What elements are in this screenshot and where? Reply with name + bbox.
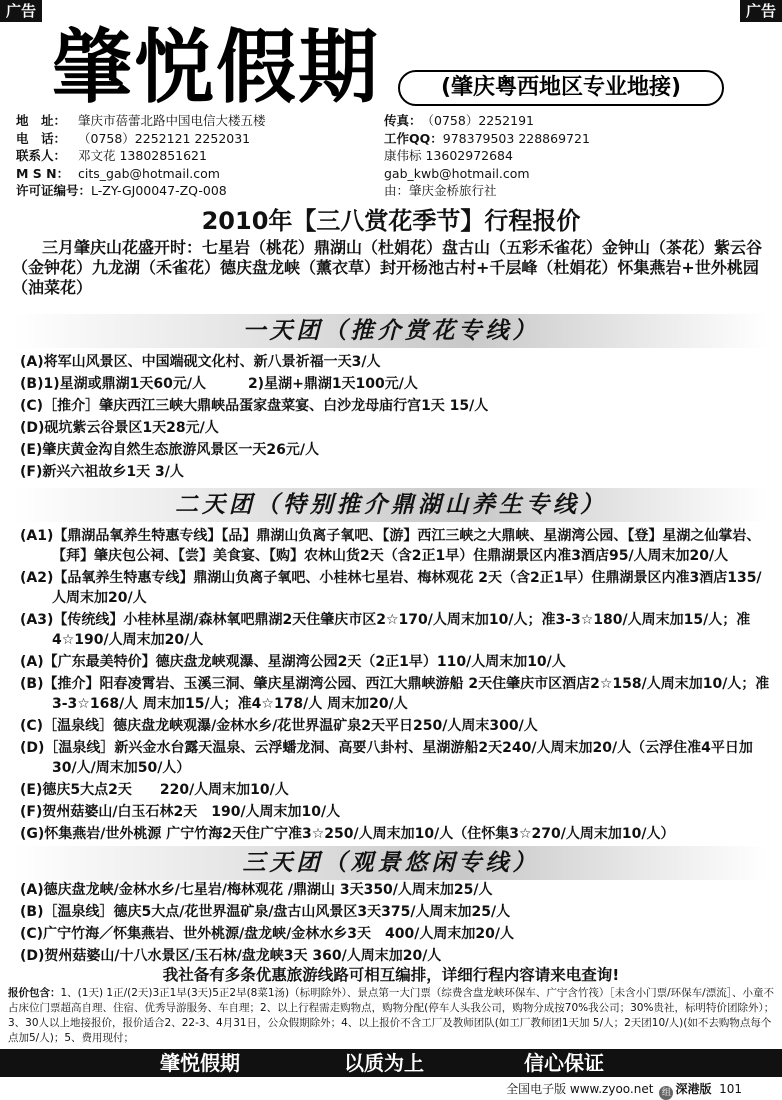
footer-page-number: 101 [719,1082,742,1096]
address-value: 肇庆市蓓蕾北路中国电信大楼五楼 [78,113,266,128]
two-day-list [20,526,772,846]
contact-row [384,147,590,165]
contact-label: 地 址： [16,113,67,128]
fees-text: 1、(1天) 1正/(2天)3正1早(3天)5正2早(8菜1汤)（标明除外）、景点第一大门票（综费含盘龙峡环保车、广宁含竹筏）［未含小门票/环保车/漂流］、小童不占床位门票超高自理、住宿、优秀导游服务、车自理；2、以上行程需走购物点，购物分配(停车人头我公司，购物分成按70%我公司；30%贵社，标明特价团除外）；3、30人以上地接报价，报价适合2、22-3、4月31日，公众假期除外；4、以上报价不含工厂及教师团队(如工厂教师团1天加 5/人；2天团10/人)(如不去购物点每个点加5/人)；5、费用现付； [8,987,775,1044]
list-item: (E)肇庆黄金沟自然生态旅游风景区一天26元/人 [20,442,319,458]
list-item: (G)怀集燕岩/世外桃源 广宁竹海2天住广宁准3☆250/人周末加10/人（住怀集3☆270/人周末加10/人） [20,826,675,842]
section-heading-two-day: 二天团（特别推介鼎湖山养生专线） [14,488,768,522]
list-item: (D)砚坑紫云谷景区1天28元/人 [20,420,219,436]
license-value: L-ZY-GJ00047-ZQ-008 [91,183,227,198]
list-item: (B)［温泉线］德庆5大点/花世界温矿泉/盘古山风景区3天375/人周末加25/人 [20,904,511,920]
ad-label-right: 广告 [740,0,782,22]
list-item: (A)德庆盘龙峡/金林水乡/七星岩/梅林观花 /鼎湖山 3天350/人周末加25/人 [20,882,493,898]
list-item: (B)1)星湖或鼎湖1天60元/人 2)星湖+鼎湖1天100元/人 [20,376,418,392]
list-item: (A)将军山风景区、中国端砚文化村、新八景祈福一天3/人 [20,354,381,370]
contact-info-left [16,112,266,200]
fax-value: （0758）2252191 [421,113,534,128]
list-item: (D)［温泉线］新兴金水台露天温泉、云浮蟠龙洞、高要八卦村、星湖游船2天240/人周末加20/人（云浮住准4平日加30/人/周末加50/人） [20,740,753,776]
email-value: gab_kwb@hotmail.com [384,165,530,181]
agency-value: 由：肇庆金桥旅行社 [384,183,497,198]
contact-row [384,112,590,130]
contact-row [384,130,590,148]
publisher-logo-icon: 组 [659,1086,673,1100]
one-day-list [20,352,772,484]
contact-label: 传真： [384,113,422,128]
contact-row [384,182,590,200]
list-item: (C)［温泉线］德庆盘龙峡观瀑/金林水乡/花世界温矿泉2天平日250/人周末300/人 [20,718,538,734]
intro-paragraph: 三月肇庆山花盛开时：七星岩（桃花）鼎湖山（杜娟花）盘古山（五彩禾雀花）金钟山（茶花）紫云谷（金钟花）九龙湖（禾雀花）德庆盘龙峡（薰衣草）封开杨池古村+千层峰（杜娟花）怀集燕岩+世外桃园（油菜花） [12,238,763,297]
page-footer [506,1080,742,1100]
phone-value: （0758）2252121 2252031 [78,130,251,146]
fees-label: 报价包含： [8,987,61,999]
brand-subtitle: (肇庆粤西地区专业地接) [398,70,724,106]
ad-label-left: 广告 [0,0,42,22]
contact-label: 联系人： [16,148,67,163]
qq-value: 978379503 228869721 [442,130,590,146]
banner-slogan-quality: 以质为上 [344,1051,424,1075]
list-item: (D)贺州菇婆山/十八水景区/玉石林/盘龙峡3天 360/人周末加20/人 [20,948,442,964]
footer-edition: 深港版 [675,1082,712,1096]
list-item: (C)［推介］肇庆西江三峡大鼎峡品蛋家盘菜宴、白沙龙母庙行宫1天 15/人 [20,398,489,414]
contact-row [16,112,266,130]
contact-label: M S N： [16,165,70,181]
contact-row [16,165,266,183]
main-title: 2010年【三八赏花季节】行程报价 [201,207,581,235]
msn-value: cits_gab@hotmail.com [78,165,220,181]
contact-person-value: 邓文花 13802851621 [78,148,207,163]
three-day-list [20,880,772,968]
list-item: (A3)【传统线】小桂林星湖/森林氧吧鼎湖2天住肇庆市区2☆170/人周末加10/人；准3-3☆180/人周末加15/人；准4☆190/人周末加20/人 [20,612,751,648]
contact-info-right [384,112,590,200]
list-item: (A)【广东最美特价】德庆盘龙峡观瀑、星湖湾公园2天（2正1早）110/人周末加10/人 [20,654,566,670]
banner-slogan-trust: 信心保证 [524,1051,604,1075]
footer-site: 全国电子版 www.zyoo.net [506,1082,654,1096]
contact-row [16,147,266,165]
list-item: (A1)【鼎湖品氧养生特惠专线】【品】鼎湖山负离子氧吧、【游】西江三峡之大鼎峡、星湖湾公园、【登】星湖之仙掌岩、【拜】肇庆包公祠、【尝】美食宴、【购】农林山货2天（含2正1早）住鼎湖景区内准3酒店95/人周末加20/人 [20,528,761,564]
list-item: (F)贺州菇婆山/白玉石林2天 190/人周末加10/人 [20,804,341,820]
list-item: (B)【推介】阳春凌霄岩、玉溪三洞、肇庆星湖湾公园、西江大鼎峡游船 2天住肇庆市区酒店2☆158/人周末加10/人；准3-3☆168/人 周末加15/人；准4☆178/人 周末加20/人 [20,676,770,712]
bottom-banner [0,1049,782,1077]
contact-row [16,182,266,200]
fees-included [8,986,778,1046]
contact-label: 工作QQ： [384,130,443,146]
contact-label: 许可证编号： [16,183,92,198]
contact-row [16,130,266,148]
contact-row [384,165,590,183]
list-item: (C)广宁竹海／怀集燕岩、世外桃源/盘龙峡/金林水乡3天 400/人周末加20/人 [20,926,514,942]
banner-brand: 肇悦假期 [160,1051,240,1075]
brand-title: 肇悦假期 [52,20,380,114]
contact-person-value: 康伟标 13602972684 [384,148,513,163]
section-heading-three-day: 三天团（观景悠闲专线） [14,846,768,880]
notice-line: 我社备有多条优惠旅游线路可相互编排，详细行程内容请来电查询! [162,966,620,984]
section-heading-one-day: 一天团（推介赏花专线） [14,314,768,348]
list-item: (F)新兴六祖故乡1天 3/人 [20,464,184,480]
list-item: (E)德庆5大点2天 220/人周末加10/人 [20,782,289,798]
contact-label: 电 话： [16,130,67,146]
list-item: (A2)【品氧养生特惠专线】鼎湖山负离子氧吧、小桂林七星岩、梅林观花 2天（含2正1早）住鼎湖景区内准3酒店135/人周末加20/人 [20,570,762,606]
